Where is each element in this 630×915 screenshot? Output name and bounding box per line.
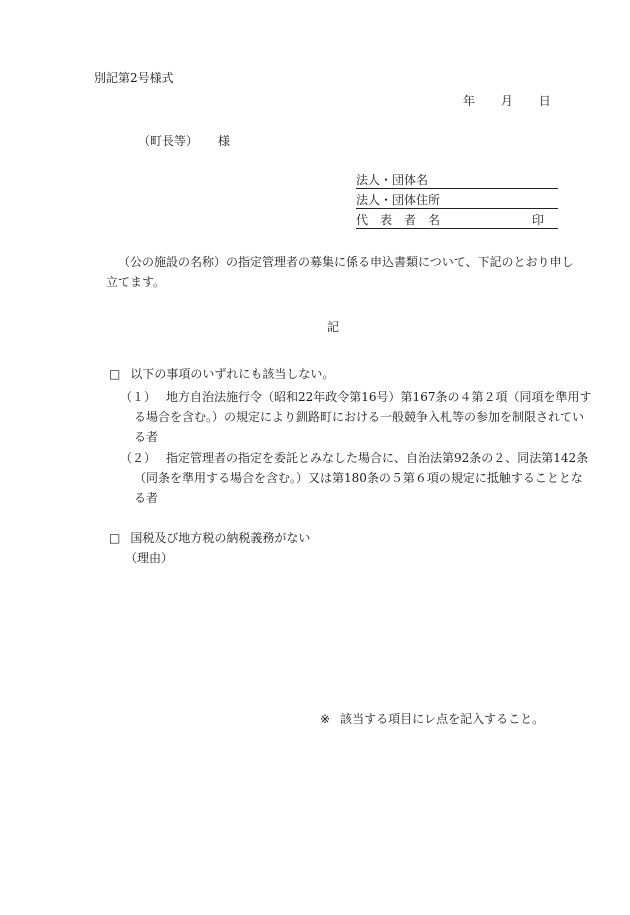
form-number: 別記第2号様式	[94, 71, 174, 85]
date-day: 日	[538, 94, 551, 108]
checkbox-item2[interactable]: □	[109, 531, 121, 545]
corp-address-label: 法人・団体住所	[356, 193, 441, 207]
item1-text: 以下の事項のいずれにも該当しない。	[130, 367, 335, 381]
reason-label: （理由）	[125, 551, 174, 565]
date-line	[463, 93, 551, 109]
intro-paragraph: （公の施設の名称）の指定管理者の募集に係る申込書類について、下記のとおり申し立てます。	[106, 255, 574, 289]
corp-name-label: 法人・団体名	[356, 173, 429, 187]
item-not-applicable	[109, 366, 334, 382]
subitem-2	[120, 448, 594, 508]
subitem-1	[120, 387, 594, 447]
addressee	[138, 133, 230, 149]
corp-address-field	[356, 192, 558, 209]
checkbox-item1[interactable]: □	[109, 367, 121, 381]
note-text: 該当する項目にレ点を記入すること。	[340, 712, 545, 726]
note-mark: ※	[320, 712, 331, 726]
seal-mark: 印	[531, 213, 544, 227]
ki-heading: 記	[327, 320, 340, 334]
addressee-honorific: 様	[218, 134, 231, 148]
item-tax-exempt	[109, 530, 310, 546]
subitem-1-number: （１）	[120, 390, 157, 404]
date-year: 年	[463, 94, 476, 108]
representative-field	[356, 212, 558, 229]
corp-name-field	[356, 172, 558, 189]
addressee-name: （町長等）	[138, 134, 199, 148]
subitem-2-number: （２）	[120, 451, 157, 465]
subitem-1-text: 地方自治法施行令（昭和22年政令第16号）第167条の４第２項（同項を準用する場合を含む。）の規定により釧路町における一般競争入札等の参加を制限されている者	[134, 390, 592, 444]
representative-label: 代 表 者 名	[356, 213, 441, 227]
date-month: 月	[500, 94, 513, 108]
item2-text: 国税及び地方税の納税義務がない	[130, 531, 311, 545]
subitem-2-text: 指定管理者の指定を委託とみなした場合に、自治法第92条の２、同法第142条（同条を準用する場合を含む。）又は第180条の５第６項の規定に抵触することとなる者	[134, 451, 589, 505]
footnote	[320, 711, 544, 727]
